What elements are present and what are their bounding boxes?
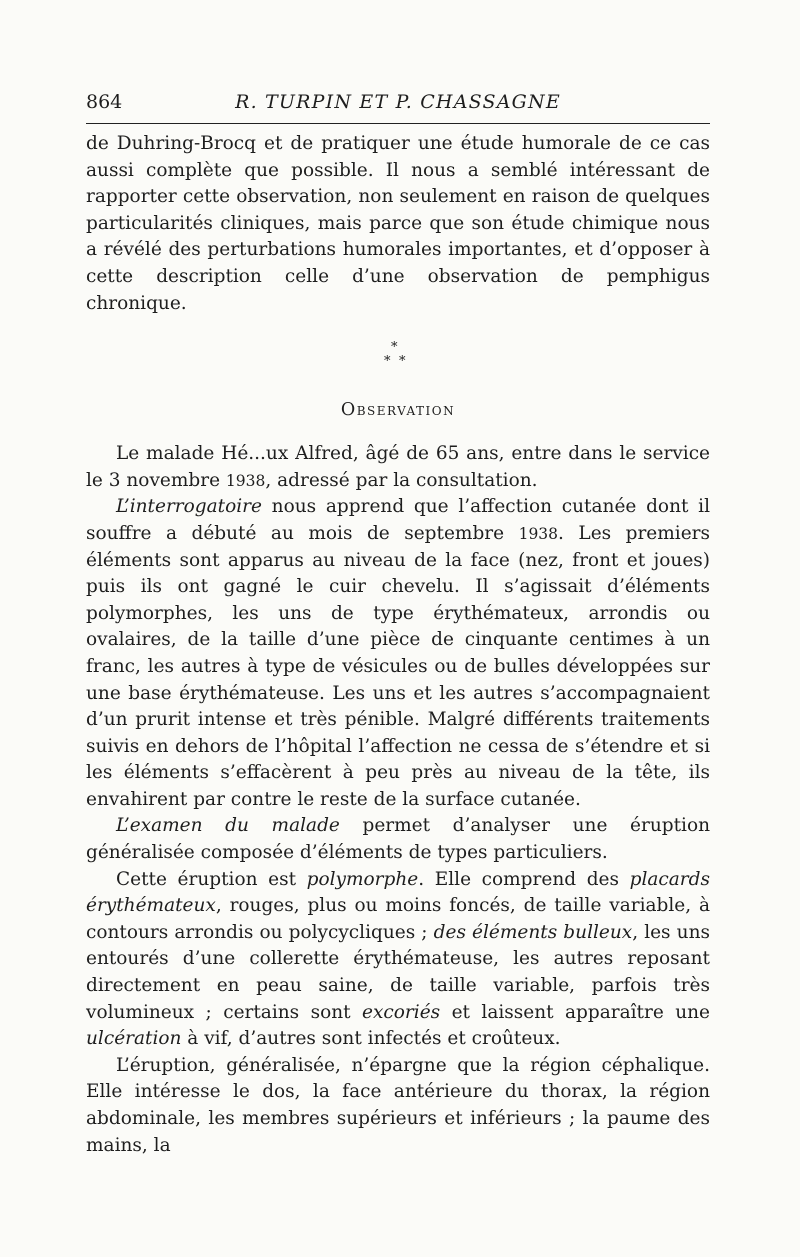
paragraph-interrogatoire — [86, 494, 710, 813]
italic-term: excoriés — [362, 1001, 441, 1023]
asterism-star: * — [399, 354, 406, 370]
page-number: 864 — [86, 91, 123, 113]
text-run: , adressé par la consultation. — [265, 469, 538, 491]
body-text — [86, 131, 710, 1159]
paragraph-patient — [86, 441, 710, 494]
italic-term: des éléments bulleux — [433, 921, 633, 943]
text-run: , rouges, plus ou moins foncés, de taille variable, à contours arrondis ou polycycliques ; — [86, 895, 710, 943]
text-run: . Les premiers éléments sont apparus au niveau de la face (nez, front et joues) puis ils ont gagné le cuir chevelu. Il s’agissait d’éléments polymorphes, les uns de type érythémateux, arrondis ou ovalaires, de la taille d’une pièce de cinquante centimes à un franc, les autres à type de vésicules ou de bulles développées sur une base érythémateuse. Les uns et les autres s’accompagnaient d’un prurit intense et très pénible. Malgré différents traitements suivis en dehors de l’hôpital l’affection ne cessa de s’étendre et si les éléments s’effacèrent à peu près au niveau de la tête, ils envahirent par contre le reste de la surface cutanée. — [86, 522, 711, 810]
text-run: et laissent apparaître une — [440, 1001, 710, 1023]
asterism-star: * — [384, 354, 391, 370]
italic-term: placards érythémateux — [86, 868, 710, 917]
text-run: . Elle comprend des — [418, 868, 630, 890]
header-rule — [86, 123, 710, 124]
year-text: 1938 — [518, 524, 559, 543]
paragraph-eruption — [86, 867, 710, 1053]
text-run: à vif, d’autres sont infectés et croûteux. — [181, 1028, 561, 1050]
text-run: permet d’analyser une éruption généralisée composée d’éléments de types particuliers. — [86, 815, 710, 864]
text-run: Cette éruption est — [116, 868, 307, 890]
text-run: nous apprend que l’affection cutanée dont il souffre a débuté au mois de septembre — [86, 496, 710, 544]
italic-term: L’interrogatoire — [116, 496, 262, 518]
asterism-star: * — [391, 340, 398, 356]
section-heading: Observation — [340, 400, 456, 421]
italic-term: polymorphe — [306, 868, 419, 890]
running-header — [86, 88, 710, 116]
text-run: Le malade Hé...ux Alfred, âgé de 65 ans, entre dans le service le 3 novembre — [86, 443, 710, 491]
paragraph-examen — [86, 813, 710, 866]
year-text: 1938 — [225, 471, 266, 490]
italic-term: L’examen du malade — [116, 815, 340, 837]
asterism — [86, 317, 710, 397]
running-title: R. TURPIN ET P. CHASSAGNE — [235, 91, 561, 113]
paragraph-distribution: L’éruption, généralisée, n’épargne que la région céphalique. Elle intéresse le dos, la face antérieure du thorax, la région abdominale, les membres supérieurs et inférieurs ; la paume des mains, la — [86, 1054, 710, 1156]
text-run: , les uns entourés d’une collerette érythémateuse, les autres reposant directement en peau saine, de taille variable, parfois très volumineux ; certains sont — [86, 921, 710, 1023]
italic-term: ulcération — [86, 1028, 182, 1050]
paragraph-intro: de Duhring-Brocq et de pratiquer une étude humorale de ce cas aussi complète que possible. Il nous a semblé intéressant de rapporter cette observation, non seulement en raison de quelques particularités cliniques, mais parce que son étude chimique nous a révélé des perturbations humorales importantes, et d’opposer à cette description celle d’une observation de pemphigus chronique. — [86, 133, 710, 314]
